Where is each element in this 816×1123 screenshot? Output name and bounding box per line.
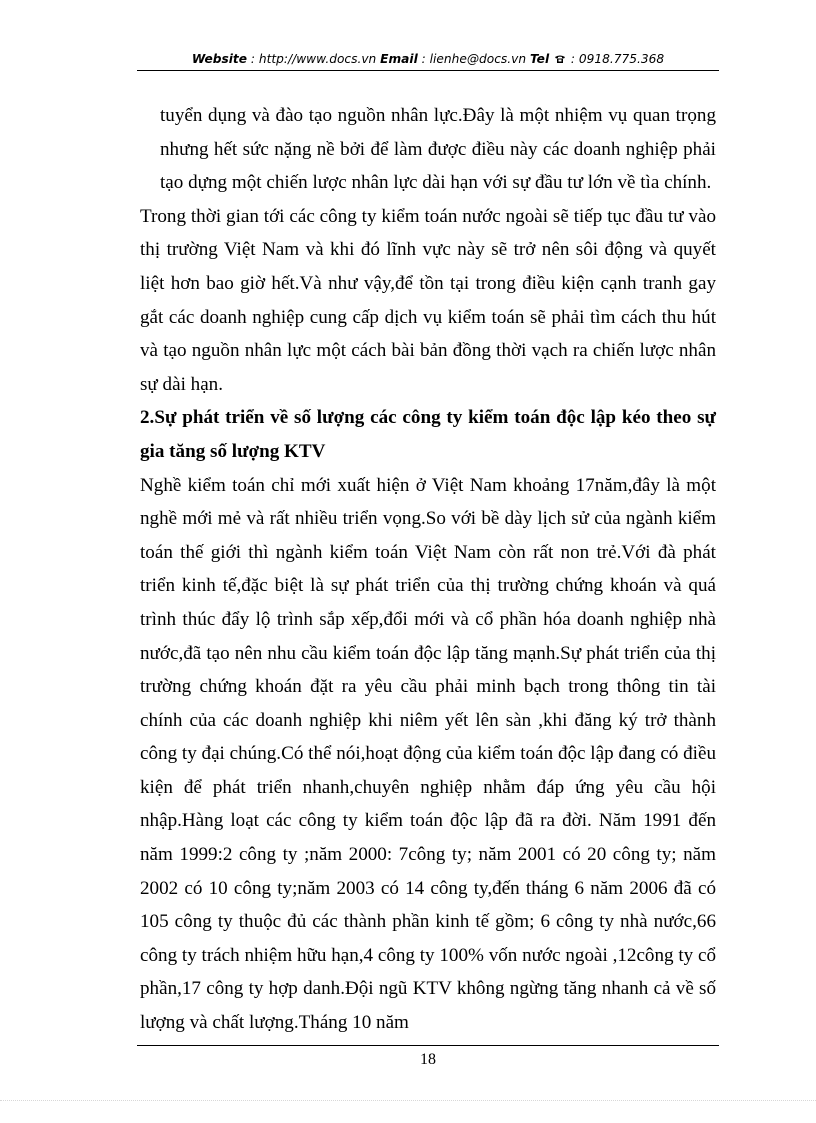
- telephone-icon: [554, 49, 566, 59]
- website-label: Website: [191, 52, 248, 66]
- section-heading: 2.Sự phát triển về số lượng các công ty kiểm toán độc lập kéo theo sự gia tăng số lượng KTV: [140, 407, 716, 462]
- email-label: Email: [380, 52, 418, 66]
- paragraph-3: Nghề kiểm toán chỉ mới xuất hiện ở Việt Nam khoảng 17năm,đây là một nghề mới mẻ và rất nhiều triển vọng.So với bề dày lịch sử của ngành kiểm toán thế giới thì ngành kiểm toán Việt Nam còn rất non trẻ.Với đà phát triển kinh tế,đặc biệt là sự phát triển của thị trường chứng khoán và quá trình thúc đẩy lộ trình sắp xếp,đổi mới và cổ phần hóa doanh nghiệp nhà nước,đã tạo nên nhu cầu kiểm toán độc lập tăng mạnh.Sự phát triển của thị trường chứng khoán đặt ra yêu cầu phải minh bạch trong thông tin tài chính của các doanh nghiệp khi niêm yết lên sàn ,khi đăng ký trở thành công ty đại chúng.Có thể nói,hoạt động của kiểm toán độc lập đang có điều kiện để phát triển nhanh,chuyên nghiệp nhằm đáp ứng yêu cầu hội nhập.Hàng loạt các công ty kiểm toán độc lập đã ra đời. Năm 1991 đến năm 1999:2 công ty ;năm 2000: 7công ty; năm 2001 có 20 công ty; năm 2002 có 10 công ty;năm 2003 có 14 công ty,đến tháng 6 năm 2006 đã có 105 công ty thuộc đủ các thành phần kinh tế gồm; 6 công ty nhà nước,66 công ty trách nhiệm hữu hạn,4 công ty 100% vốn nước ngoài ,12công ty cổ phần,17 công ty hợp danh.Đội ngũ KTV không ngừng tăng nhanh cả về số lượng và chất lượng.Tháng 10 năm: [140, 474, 716, 1034]
- tel-label: Tel: [529, 52, 550, 66]
- page-header: [137, 48, 719, 71]
- paragraph-1: tuyển dụng và đào tạo nguồn nhân lực.Đây là một nhiệm vụ quan trọng nhưng hết sức nặng nề bởi để làm được điều này các doanh nghiệp phải tạo dựng một chiến lược nhân lực dài hạn với sự đầu tư lớn về tìa chính.: [160, 105, 716, 194]
- page-footer: [137, 1045, 719, 1071]
- page-number: 18: [420, 1051, 436, 1068]
- email-value: : lienhe@docs.vn: [417, 52, 530, 66]
- tel-value: : 0918.775.368: [567, 52, 665, 66]
- page-bottom-divider: [0, 1100, 816, 1101]
- document-body: [140, 99, 716, 1040]
- paragraph-2: Trong thời gian tới các công ty kiểm toán nước ngoài sẽ tiếp tục đầu tư vào thị trường Việt Nam và khi đó lĩnh vực này sẽ trở nên sôi động và quyết liệt hơn bao giờ hết.Và như vậy,để tồn tại trong điều kiện cạnh tranh gay gắt các doanh nghiệp cung cấp dịch vụ kiểm toán sẽ phải tìm cách thu hút và tạo nguồn nhân lực một cách bài bản đồng thời vạch ra chiến lược nhân sự dài hạn.: [140, 205, 716, 395]
- website-value: : http://www.docs.vn: [247, 52, 381, 66]
